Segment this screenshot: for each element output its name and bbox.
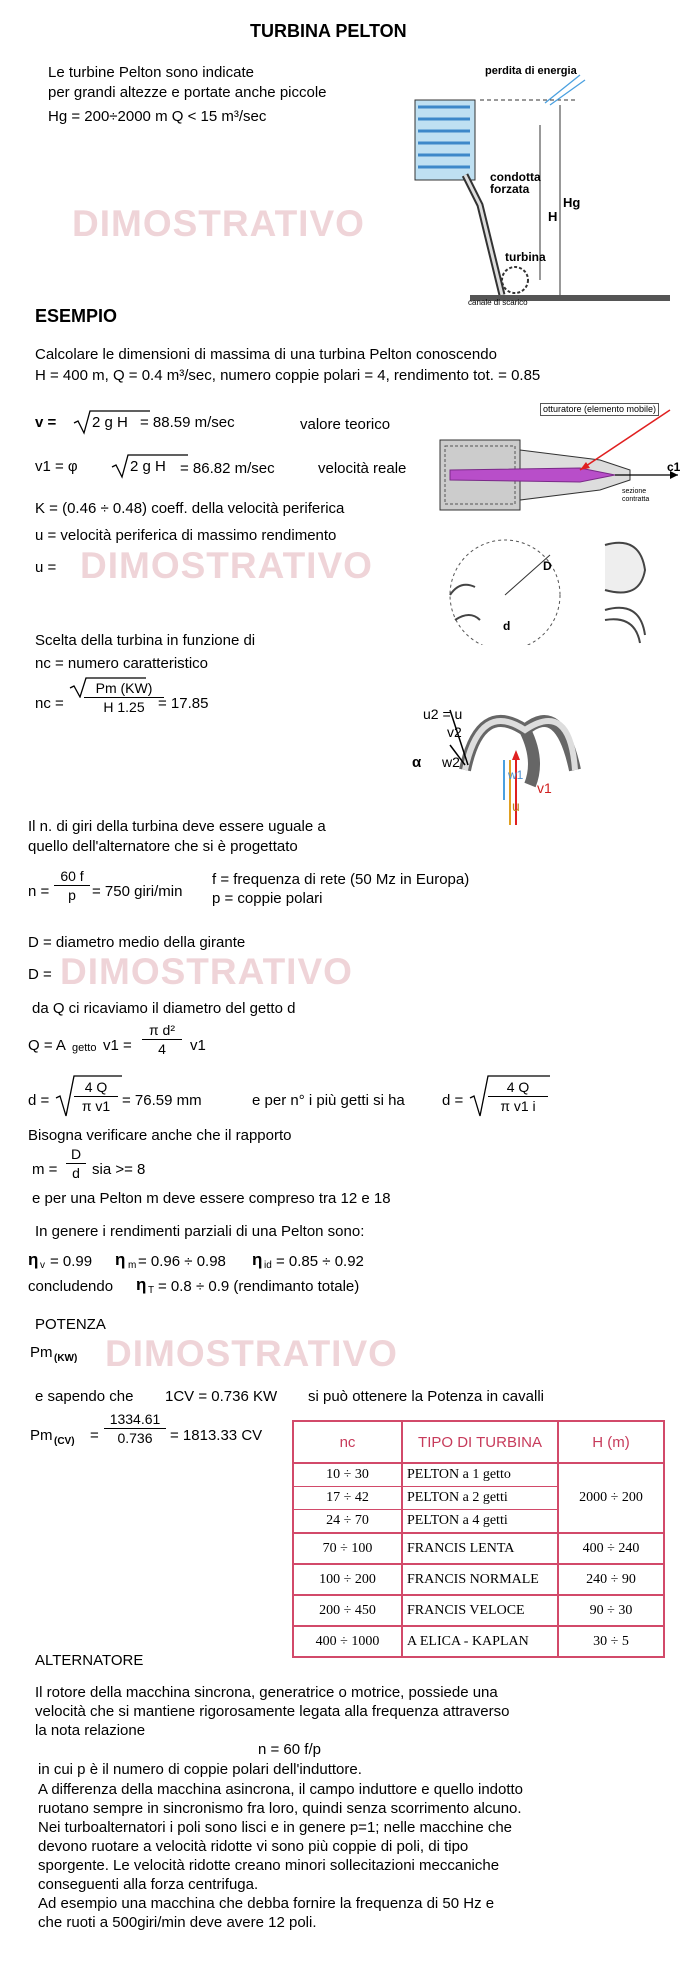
esempio-heading: ESEMPIO bbox=[35, 306, 118, 326]
alternatore-line: sporgente. Le velocità ridotte creano minori sollecitazioni meccaniche bbox=[38, 1857, 500, 1874]
intro-line-3: Hg = 200÷2000 m Q < 15 m³/sec bbox=[48, 108, 267, 125]
alternatore-line: velocità che si mantiene rigorosamente legata alla frequenza attraverso bbox=[35, 1703, 510, 1720]
table-cell: 30 ÷ 5 bbox=[558, 1626, 664, 1657]
table-cell: 90 ÷ 30 bbox=[558, 1595, 664, 1626]
p-definition: p = coppie polari bbox=[212, 890, 323, 907]
formula-u-eq: u = bbox=[35, 559, 57, 576]
giri-line-1: Il n. di giri della turbina deve essere uguale a bbox=[28, 818, 326, 835]
pm-numerator: 1334.61 bbox=[104, 1410, 166, 1429]
pm-rhs: = 1813.33 CV bbox=[170, 1427, 263, 1444]
table-cell: 24 ÷ 70 bbox=[293, 1510, 402, 1534]
intro-line-1: Le turbine Pelton sono indicate bbox=[48, 64, 254, 81]
q-rhs: v1 bbox=[190, 1037, 206, 1054]
pm-fraction bbox=[104, 1410, 166, 1447]
watermark: DIMOSTRATIVO bbox=[72, 203, 365, 244]
d-note: e per n° i più getti si ha bbox=[252, 1092, 405, 1109]
potenza-line-1b: si può ottenere la Potenza in cavalli bbox=[308, 1388, 544, 1405]
concludendo: concludendo bbox=[28, 1278, 114, 1295]
n-fraction bbox=[54, 867, 90, 904]
diagram-label-v2: v2 bbox=[447, 724, 462, 740]
table-cell: A ELICA - KAPLAN bbox=[402, 1626, 558, 1657]
q-numerator: π d² bbox=[142, 1021, 182, 1040]
m-rhs: sia >= 8 bbox=[92, 1161, 146, 1178]
pm-denominator: 0.736 bbox=[117, 1430, 153, 1446]
table-cell: 2000 ÷ 200 bbox=[558, 1463, 664, 1533]
verify-line: Bisogna verificare anche che il rapporto bbox=[28, 1127, 292, 1144]
eta-v-sub: v bbox=[40, 1260, 45, 1271]
formula-v-rhs: = 88.59 m/sec bbox=[140, 414, 235, 431]
eta-m-sub: m bbox=[128, 1260, 137, 1271]
d2-fraction bbox=[488, 1078, 548, 1115]
eta-t-sub: T bbox=[148, 1285, 155, 1296]
alternatore-line: Nei turboalternatori i poli sono lisci e in genere p=1; nelle macchine che bbox=[38, 1819, 513, 1836]
diagram-label-sezione: sezione contratta bbox=[622, 488, 650, 503]
table-row bbox=[293, 1564, 664, 1595]
diametro-line-1: D = diametro medio della girante bbox=[28, 934, 246, 951]
alternatore-line: Il rotore della macchina sincrona, generatrice o motrice, possiede una bbox=[35, 1684, 498, 1701]
table-row bbox=[293, 1626, 664, 1657]
pm-kw: Pm bbox=[30, 1344, 53, 1361]
table-cell: 100 ÷ 200 bbox=[293, 1564, 402, 1595]
m-fraction bbox=[66, 1145, 86, 1182]
m-note: e per una Pelton m deve essere compreso tra 12 e 18 bbox=[32, 1190, 391, 1207]
table-header-row bbox=[293, 1421, 664, 1463]
nc-fraction bbox=[84, 679, 164, 716]
eta-m: η bbox=[115, 1250, 126, 1269]
pm-kw-sub: (KW) bbox=[54, 1353, 78, 1364]
table-row bbox=[293, 1463, 664, 1487]
diagram-label-u: u bbox=[512, 798, 520, 814]
table-cell: PELTON a 2 getti bbox=[402, 1487, 558, 1510]
eta-t: η bbox=[136, 1275, 147, 1294]
formula-v-note: valore teorico bbox=[300, 416, 391, 433]
alternatore-line: la nota relazione bbox=[35, 1722, 146, 1739]
nc-rhs: = 17.85 bbox=[158, 695, 209, 712]
diametro-line-2: da Q ci ricaviamo il diametro del getto d bbox=[32, 1000, 296, 1017]
alternatore-line: A differenza della macchina asincrona, il campo induttore e quello indotto bbox=[38, 1781, 524, 1798]
nc-numerator: Pm (KW) bbox=[84, 679, 164, 698]
table-cell: 200 ÷ 450 bbox=[293, 1595, 402, 1626]
turbine-types-table bbox=[292, 1420, 665, 1658]
table-header: nc bbox=[293, 1421, 402, 1463]
eta-v: η bbox=[28, 1250, 39, 1269]
alternatore-formula: n = 60 f/p bbox=[258, 1741, 321, 1758]
d2-denominator: π v1 i bbox=[500, 1098, 536, 1114]
rendimenti-line: In genere i rendimenti parziali di una Pelton sono: bbox=[35, 1223, 365, 1240]
q-subscript: getto bbox=[72, 1042, 97, 1054]
table-cell: 10 ÷ 30 bbox=[293, 1463, 402, 1487]
esempio-line-1: Calcolare le dimensioni di massima di una turbina Pelton conoscendo bbox=[35, 346, 497, 363]
diagram-label-d: d bbox=[503, 619, 511, 633]
n-rhs: = 750 giri/min bbox=[92, 883, 183, 900]
eta-t-value: = 0.8 ÷ 0.9 (rendimanto totale) bbox=[158, 1278, 360, 1295]
q-lhs: Q = A bbox=[28, 1037, 66, 1054]
d-denominator: π v1 bbox=[81, 1098, 111, 1114]
esempio-line-2: H = 400 m, Q = 0.4 m³/sec, numero coppie polari = 4, rendimento tot. = 0.85 bbox=[35, 367, 541, 384]
table-header: H (m) bbox=[558, 1421, 664, 1463]
potenza-heading: POTENZA bbox=[35, 1316, 106, 1333]
d-lhs: d = bbox=[28, 1092, 50, 1109]
table-cell: FRANCIS NORMALE bbox=[402, 1564, 558, 1595]
formula-k: K = (0.46 ÷ 0.48) coeff. della velocità periferica bbox=[35, 500, 345, 517]
table-cell: 400 ÷ 240 bbox=[558, 1533, 664, 1564]
alternatore-line: Ad esempio una macchina che debba fornire la frequenza di 50 Hz e bbox=[38, 1895, 495, 1912]
n-numerator: 60 f bbox=[54, 867, 90, 886]
diagram-label-hg: Hg bbox=[563, 195, 581, 210]
q-denominator: 4 bbox=[158, 1041, 166, 1057]
giri-line-2: quello dell'alternatore che si è progettato bbox=[28, 838, 298, 855]
formula-v-lhs: v = bbox=[35, 414, 57, 431]
scelta-line-1: Scelta della turbina in funzione di bbox=[35, 632, 256, 649]
q-mid: v1 = bbox=[103, 1037, 132, 1054]
alternatore-line: che ruoti a 500giri/min deve avere 12 poli. bbox=[38, 1914, 317, 1931]
n-denominator: p bbox=[68, 887, 76, 903]
alternatore-line: devono ruotare a velocità ridotte vi sono più coppie di poli, di tipo bbox=[38, 1838, 469, 1855]
formula-v1-rhs: = 86.82 m/sec bbox=[180, 460, 275, 477]
pm-cv-sub: (CV) bbox=[54, 1436, 75, 1447]
formula-u-def: u = velocità periferica di massimo rendimento bbox=[35, 527, 337, 544]
pm-eq: = bbox=[90, 1427, 99, 1444]
intro-line-2: per grandi altezze e portate anche piccole bbox=[48, 84, 327, 101]
formula-v1-lhs: v1 = φ bbox=[35, 458, 78, 475]
table-cell: FRANCIS VELOCE bbox=[402, 1595, 558, 1626]
q-fraction bbox=[142, 1021, 182, 1058]
pelton-wheel-diagram bbox=[440, 525, 680, 645]
watermark: DIMOSTRATIVO bbox=[60, 951, 353, 992]
d2-numerator: 4 Q bbox=[488, 1078, 548, 1097]
diagram-label-v1: v1 bbox=[537, 780, 552, 796]
table-cell: 240 ÷ 90 bbox=[558, 1564, 664, 1595]
table-cell: 17 ÷ 42 bbox=[293, 1487, 402, 1510]
diagram-label-D: D bbox=[543, 559, 552, 573]
watermark: DIMOSTRATIVO bbox=[105, 1333, 398, 1374]
pm-cv: Pm bbox=[30, 1427, 53, 1444]
m-lhs: m = bbox=[32, 1161, 58, 1178]
diagram-label-c1: c1 bbox=[667, 460, 681, 474]
diagram-label-w2: w2 bbox=[442, 754, 460, 770]
diagram-label-h: H bbox=[548, 209, 558, 224]
d-fraction bbox=[74, 1078, 118, 1115]
table-cell: 400 ÷ 1000 bbox=[293, 1626, 402, 1657]
d-numerator: 4 Q bbox=[74, 1078, 118, 1097]
eta-id-value: = 0.85 ÷ 0.92 bbox=[276, 1253, 364, 1270]
diagram-label-u2: u2 = u bbox=[423, 706, 463, 722]
nc-denominator: H 1.25 bbox=[103, 699, 145, 715]
alternatore-line: in cui p è il numero di coppie polari dell'induttore. bbox=[38, 1761, 362, 1778]
page-title: TURBINA PELTON bbox=[250, 21, 407, 41]
diagram-label-canale: canale di scarico bbox=[468, 298, 528, 307]
diagram-label-alpha: α bbox=[412, 754, 422, 771]
table-cell: FRANCIS LENTA bbox=[402, 1533, 558, 1564]
formula-v1-radicand: 2 g H bbox=[130, 458, 166, 475]
f-definition: f = frequenza di rete (50 Mz in Europa) bbox=[212, 871, 470, 888]
d2-lhs: d = bbox=[442, 1092, 464, 1109]
eta-id-sub: id bbox=[264, 1260, 272, 1271]
alternatore-line: ruotano sempre in sincronismo fra loro, quindi senza scorrimento alcuno. bbox=[38, 1800, 522, 1817]
alternatore-line: conseguenti alla forza centrifuga. bbox=[38, 1876, 259, 1893]
d-rhs: = 76.59 mm bbox=[122, 1092, 202, 1109]
table-row bbox=[293, 1595, 664, 1626]
scelta-line-2: nc = numero caratteristico bbox=[35, 655, 208, 672]
diagram-label-condotta: condotta bbox=[490, 170, 541, 184]
eta-id: η bbox=[252, 1250, 263, 1269]
diagram-label-w1: w1 bbox=[508, 768, 524, 782]
nc-lhs: nc = bbox=[35, 695, 64, 712]
pelton-plant-diagram bbox=[410, 55, 680, 325]
diagram-label-forzata: forzata bbox=[490, 182, 530, 196]
table-cell: PELTON a 4 getti bbox=[402, 1510, 558, 1534]
eta-m-value: = 0.96 ÷ 0.98 bbox=[138, 1253, 226, 1270]
d-eq: D = bbox=[28, 966, 52, 983]
watermark: DIMOSTRATIVO bbox=[80, 545, 373, 586]
diagram-label-turbina: turbina bbox=[505, 250, 546, 264]
cv-conversion: 1CV = 0.736 KW bbox=[165, 1388, 278, 1405]
formula-v1-note: velocità reale bbox=[318, 460, 407, 477]
table-header: TIPO DI TURBINA bbox=[402, 1421, 558, 1463]
n-lhs: n = bbox=[28, 883, 50, 900]
potenza-line-1: e sapendo che bbox=[35, 1388, 134, 1405]
nozzle-diagram bbox=[430, 400, 680, 530]
table-cell: 70 ÷ 100 bbox=[293, 1533, 402, 1564]
table-row bbox=[293, 1533, 664, 1564]
m-numerator: D bbox=[66, 1145, 86, 1164]
diagram-label-otturatore: otturatore (elemento mobile) bbox=[540, 403, 659, 416]
alternatore-heading: ALTERNATORE bbox=[35, 1652, 144, 1669]
diagram-label-perdita: perdita di energia bbox=[485, 65, 577, 77]
eta-v-value: = 0.99 bbox=[50, 1253, 93, 1270]
table-cell: PELTON a 1 getto bbox=[402, 1463, 558, 1487]
m-denominator: d bbox=[72, 1165, 80, 1181]
formula-v-radicand: 2 g H bbox=[92, 414, 128, 431]
